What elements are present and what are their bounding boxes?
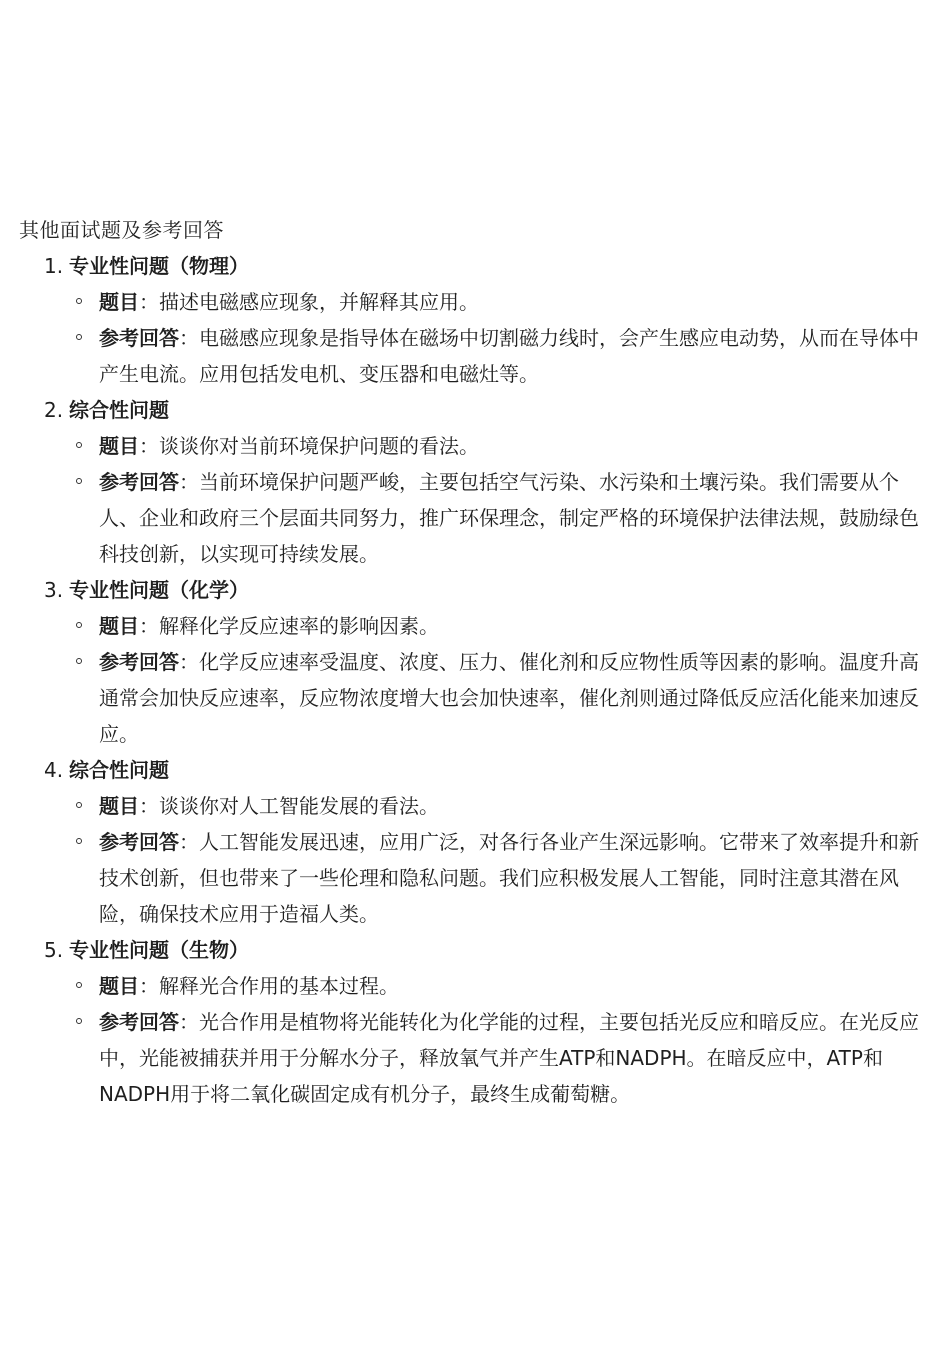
topic-item [19,608,929,644]
question-details [19,284,929,392]
circle-bullet-icon [76,802,82,808]
answer-label: 参考回答 [99,1010,179,1034]
circle-bullet-icon [76,442,82,448]
answer-item [19,1004,929,1112]
question-number: 5. [44,938,64,962]
answer-label: 参考回答 [99,650,179,674]
circle-bullet-icon [76,982,82,988]
question-item-5 [19,932,929,1112]
circle-bullet-icon [76,478,82,484]
question-title: 综合性问题 [69,758,169,782]
topic-label: 题目 [99,794,139,818]
question-details [19,608,929,752]
answer-text: ：电磁感应现象是指导体在磁场中切割磁力线时，会产生感应电动势，从而在导体中产生电流。应用包括发电机、变压器和电磁灶等。 [99,326,919,386]
topic-item [19,968,929,1004]
answer-item [19,320,929,392]
topic-label: 题目 [99,974,139,998]
answer-item [19,644,929,752]
question-number: 3. [44,578,64,602]
question-list [19,248,929,1112]
answer-label: 参考回答 [99,830,179,854]
answer-text: ：人工智能发展迅速，应用广泛，对各行各业产生深远影响。它带来了效率提升和新技术创新，但也带来了一些伦理和隐私问题。我们应积极发展人工智能，同时注意其潜在风险，确保技术应用于造福人类。 [99,830,919,926]
question-heading [19,392,929,428]
topic-item [19,284,929,320]
circle-bullet-icon [76,1018,82,1024]
question-number: 4. [44,758,64,782]
topic-text: ：谈谈你对人工智能发展的看法。 [139,794,439,818]
question-heading [19,572,929,608]
question-item-2 [19,392,929,572]
topic-text: ：解释化学反应速率的影响因素。 [139,614,439,638]
answer-label: 参考回答 [99,326,179,350]
topic-text: ：描述电磁感应现象，并解释其应用。 [139,290,479,314]
question-details [19,968,929,1112]
question-title: 专业性问题（生物） [69,938,249,962]
answer-text: ：化学反应速率受温度、浓度、压力、催化剂和反应物性质等因素的影响。温度升高通常会加快反应速率，反应物浓度增大也会加快速率，催化剂则通过降低反应活化能来加速反应。 [99,650,919,746]
answer-item [19,464,929,572]
circle-bullet-icon [76,622,82,628]
topic-label: 题目 [99,434,139,458]
question-number: 1. [44,254,64,278]
circle-bullet-icon [76,658,82,664]
question-item-1 [19,248,929,392]
question-item-3 [19,572,929,752]
question-heading [19,248,929,284]
question-details [19,428,929,572]
answer-text: ：当前环境保护问题严峻，主要包括空气污染、水污染和土壤污染。我们需要从个人、企业和政府三个层面共同努力，推广环保理念，制定严格的环境保护法律法规，鼓励绿色科技创新，以实现可持续发展。 [99,470,919,566]
question-heading [19,932,929,968]
question-details [19,788,929,932]
topic-label: 题目 [99,614,139,638]
document-title: 其他面试题及参考回答 [19,218,224,242]
topic-text: ：谈谈你对当前环境保护问题的看法。 [139,434,479,458]
question-heading [19,752,929,788]
topic-label: 题目 [99,290,139,314]
question-title: 专业性问题（物理） [69,254,249,278]
document [19,212,929,1112]
question-title: 专业性问题（化学） [69,578,249,602]
answer-item [19,824,929,932]
circle-bullet-icon [76,298,82,304]
circle-bullet-icon [76,334,82,340]
question-item-4 [19,752,929,932]
topic-item [19,428,929,464]
answer-text: ：光合作用是植物将光能转化为化学能的过程，主要包括光反应和暗反应。在光反应中，光能被捕获并用于分解水分子，释放氧气并产生ATP和NADPH。在暗反应中，ATP和NADPH用于将二氧化碳固定成有机分子，最终生成葡萄糖。 [99,1010,919,1106]
topic-item [19,788,929,824]
answer-label: 参考回答 [99,470,179,494]
circle-bullet-icon [76,838,82,844]
question-number: 2. [44,398,64,422]
topic-text: ：解释光合作用的基本过程。 [139,974,399,998]
question-title: 综合性问题 [69,398,169,422]
